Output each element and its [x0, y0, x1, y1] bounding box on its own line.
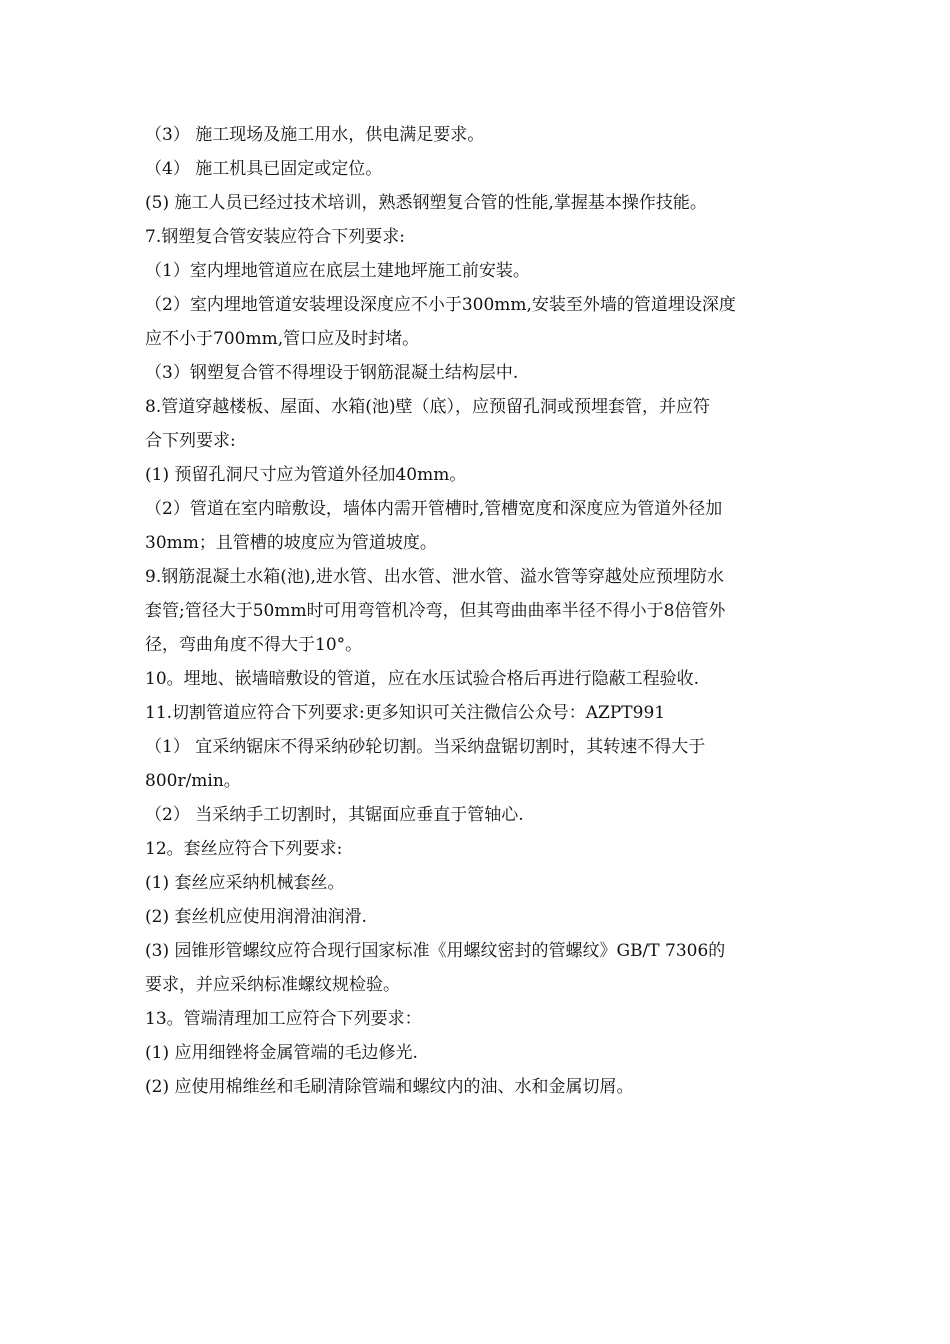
section-heading: 7.钢塑复合管安装应符合下列要求:: [145, 227, 405, 247]
text-line: 要求，并应采纳标准螺纹规检验。: [145, 975, 400, 995]
text-line: 径，弯曲角度不得大于10°。: [145, 635, 363, 655]
text-line: （2） 当采纳手工切割时，其锯面应垂直于管轴心.: [145, 805, 524, 825]
text-line: 800r/min。: [145, 771, 241, 791]
text-line: (2) 套丝机应使用润滑油润滑.: [145, 907, 367, 927]
text-line: （4） 施工机具已固定或定位。: [145, 159, 383, 179]
section-heading: 12。套丝应符合下列要求:: [145, 839, 343, 859]
text-line: （2）室内埋地管道安装埋设深度应不小于300mm,安装至外墙的管道埋设深度: [145, 295, 736, 315]
text-line: 应不小于700mm,管口应及时封堵。: [145, 329, 420, 349]
text-line: （3）钢塑复合管不得埋设于钢筋混凝土结构层中.: [145, 363, 519, 383]
text-line: (2) 应使用棉维丝和毛刷清除管端和螺纹内的油、水和金属切屑。: [145, 1077, 634, 1097]
text-line: (1) 预留孔洞尺寸应为管道外径加40mm。: [145, 465, 467, 485]
text-line: (5) 施工人员已经过技术培训，熟悉钢塑复合管的性能,掌握基本操作技能。: [145, 193, 707, 213]
document-body: [145, 118, 813, 1104]
text-line: (1) 应用细锉将金属管端的毛边修光.: [145, 1043, 418, 1063]
text-line: (1) 套丝应采纳机械套丝。: [145, 873, 345, 893]
section-heading: 13。管端清理加工应符合下列要求：: [145, 1009, 422, 1029]
text-line: （1） 宜采纳锯床不得采纳砂轮切割。当采纳盘锯切割时，其转速不得大于: [145, 737, 706, 757]
section-heading: 9.钢筋混凝土水箱(池),进水管、出水管、泄水管、溢水管等穿越处应预埋防水: [145, 567, 724, 587]
text-line: （2）管道在室内暗敷设，墙体内需开管槽时,管槽宽度和深度应为管道外径加: [145, 499, 723, 519]
section-heading: 8.管道穿越楼板、屋面、水箱(池)壁（底），应预留孔洞或预埋套管，并应符: [145, 397, 710, 417]
text-line: 合下列要求:: [145, 431, 236, 451]
text-line: （3） 施工现场及施工用水，供电满足要求。: [145, 125, 485, 145]
text-line: (3) 园锥形管螺纹应符合现行国家标准《用螺纹密封的管螺纹》GB/T 7306的: [145, 941, 726, 961]
text-line: 30mm；且管槽的坡度应为管道坡度。: [145, 533, 437, 553]
section-heading: 11.切割管道应符合下列要求:更多知识可关注微信公众号：AZPT991: [145, 703, 666, 723]
text-line: （1）室内埋地管道应在底层土建地坪施工前安装。: [145, 261, 530, 281]
section-heading: 10。埋地、嵌墙暗敷设的管道，应在水压试验合格后再进行隐蔽工程验收.: [145, 669, 700, 689]
text-line: 套管;管径大于50mm时可用弯管机冷弯，但其弯曲曲率半径不得小于8倍管外: [145, 601, 726, 621]
